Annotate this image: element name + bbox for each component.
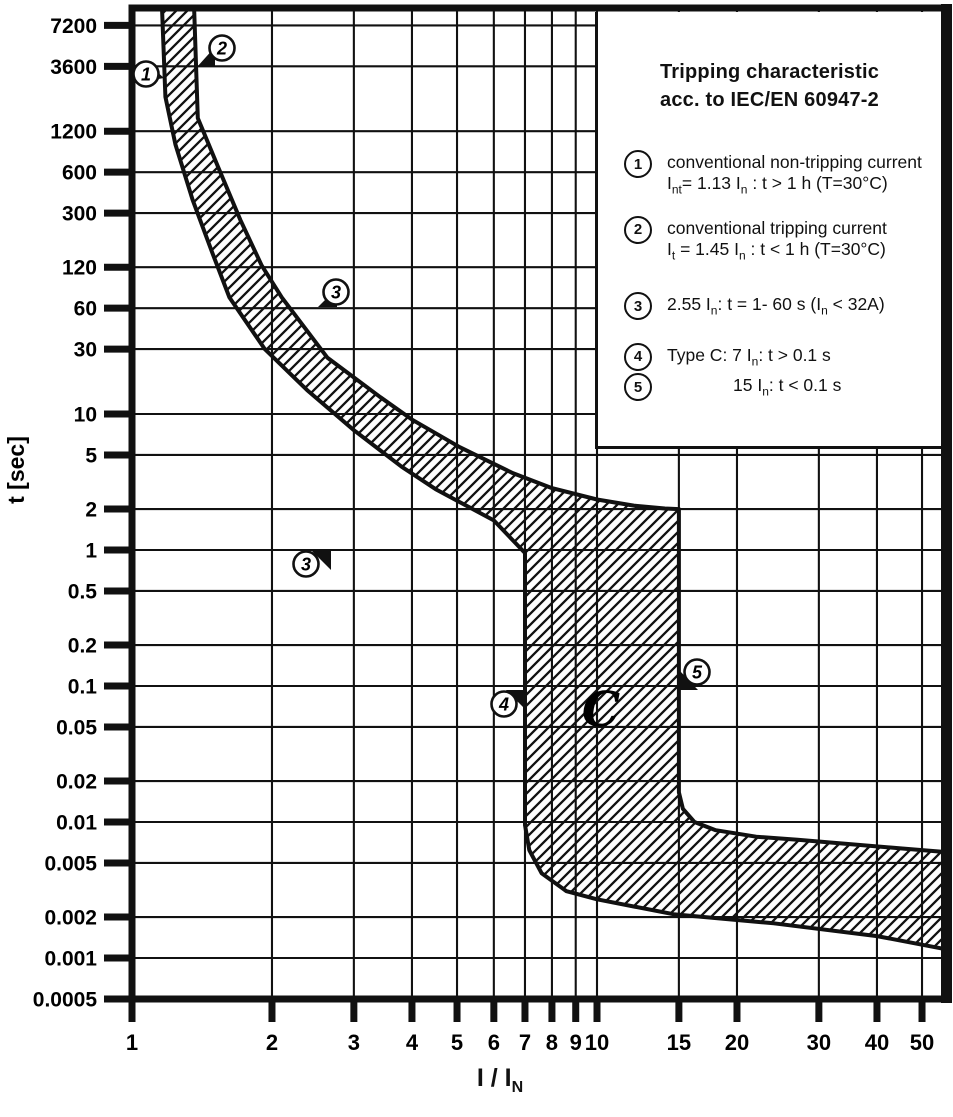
x-tick-label-1: 1	[125, 1030, 139, 1055]
y-tick-label-60: 60	[73, 297, 97, 321]
y-tick-label-2: 2	[85, 498, 97, 522]
curve-marker-3	[318, 280, 349, 308]
x-tick-label-6: 6	[487, 1030, 500, 1055]
x-tick-label-20: 20	[724, 1030, 750, 1055]
legend-item-3	[624, 294, 935, 322]
x-axis-tick-labels	[126, 1030, 934, 1055]
y-tick-label-0.001: 0.001	[44, 947, 97, 971]
x-tick-label-3: 3	[347, 1030, 360, 1055]
legend-item-5	[624, 375, 935, 403]
legend-title	[598, 12, 941, 114]
y-tick-label-0.005: 0.005	[44, 852, 97, 876]
x-tick-label-4: 4	[405, 1030, 419, 1055]
y-tick-label-1200: 1200	[50, 120, 97, 144]
legend-item-2	[624, 218, 935, 267]
x-tick-label-50: 50	[909, 1030, 935, 1055]
curve-marker-3	[294, 551, 332, 577]
x-tick-label-30: 30	[806, 1030, 832, 1055]
x-tick-label-15: 15	[666, 1030, 692, 1055]
legend-item-text-4: Type C: 7 $I_n$: t > 0.1 s	[667, 344, 831, 368]
x-tick-label-2: 2	[265, 1030, 279, 1055]
legend-item-number-4: 4	[624, 343, 652, 371]
frame-right-bar	[941, 4, 952, 1003]
legend-item-text-3: 2.55 $I_n$: t = 1- 60 s $(I_n < 32A)$	[667, 294, 885, 318]
marker-number: 2	[216, 38, 228, 59]
y-tick-label-0.002: 0.002	[44, 906, 97, 930]
marker-number: 3	[330, 282, 342, 303]
curve-marker-2	[197, 36, 235, 68]
x-axis-title	[430, 1064, 570, 1097]
x-tick-label-40: 40	[864, 1030, 890, 1055]
x-axis-title-sub: N	[511, 1079, 524, 1096]
legend-item-text-1: conventional non-tripping current $I_{nt}= 1.13$ $I_n$ : t > 1 h (T=30°C)	[667, 152, 922, 197]
legend-item-number-1: 1	[624, 150, 652, 178]
y-tick-label-0.01: 0.01	[56, 811, 97, 835]
y-tick-label-300: 300	[61, 202, 97, 226]
legend-item-1	[624, 152, 935, 201]
legend-item-number-3: 3	[624, 292, 652, 320]
curve-marker-4	[492, 690, 525, 717]
y-tick-label-30: 30	[73, 338, 97, 362]
y-tick-label-600: 600	[61, 161, 97, 185]
zone-label-c: C	[581, 682, 621, 738]
legend-item-4	[624, 345, 935, 373]
legend-item-number-5: 5	[624, 373, 652, 401]
marker-number: 1	[140, 64, 152, 85]
legend-box	[595, 12, 941, 449]
y-tick-label-5: 5	[85, 444, 97, 468]
legend-item-list	[598, 152, 941, 403]
curve-marker-1	[134, 62, 165, 87]
x-tick-label-5: 5	[450, 1030, 464, 1055]
y-tick-label-0.5: 0.5	[67, 580, 97, 604]
y-tick-label-3600: 3600	[50, 55, 97, 79]
y-axis-title: t [sec]	[3, 436, 29, 504]
legend-item-text-2: conventional tripping current $I_t = 1.45$ $I_n$ : t < 1 h (T=30°C)	[667, 217, 887, 262]
y-axis-tick-labels	[33, 15, 98, 1012]
y-tick-label-10: 10	[73, 403, 97, 427]
y-tick-label-0.2: 0.2	[67, 634, 97, 658]
marker-number: 3	[300, 554, 312, 575]
y-tick-label-1: 1	[85, 539, 97, 563]
y-tick-label-120: 120	[61, 256, 97, 280]
marker-number: 4	[498, 694, 510, 715]
x-tick-label-7: 7	[518, 1030, 532, 1055]
legend-title-line-1: Tripping characteristic	[659, 61, 880, 83]
marker-number: 5	[691, 662, 703, 683]
x-axis-title-main: I / I	[476, 1064, 512, 1092]
y-tick-label-0.02: 0.02	[56, 770, 97, 794]
y-tick-label-7200: 7200	[50, 14, 97, 38]
y-tick-label-0.1: 0.1	[67, 675, 97, 699]
legend-item-text-5: 15 $I_n$: t < 0.1 s	[733, 375, 842, 399]
legend-item-number-2: 2	[624, 216, 652, 244]
legend-title-line-2: acc. to IEC/EN 60947-2	[660, 89, 879, 111]
y-tick-label-0.0005: 0.0005	[32, 988, 97, 1012]
y-tick-label-0.05: 0.05	[56, 716, 97, 740]
x-tick-label-10: 10	[584, 1030, 610, 1055]
x-tick-label-8: 8	[545, 1030, 559, 1055]
x-tick-label-9: 9	[569, 1030, 582, 1055]
